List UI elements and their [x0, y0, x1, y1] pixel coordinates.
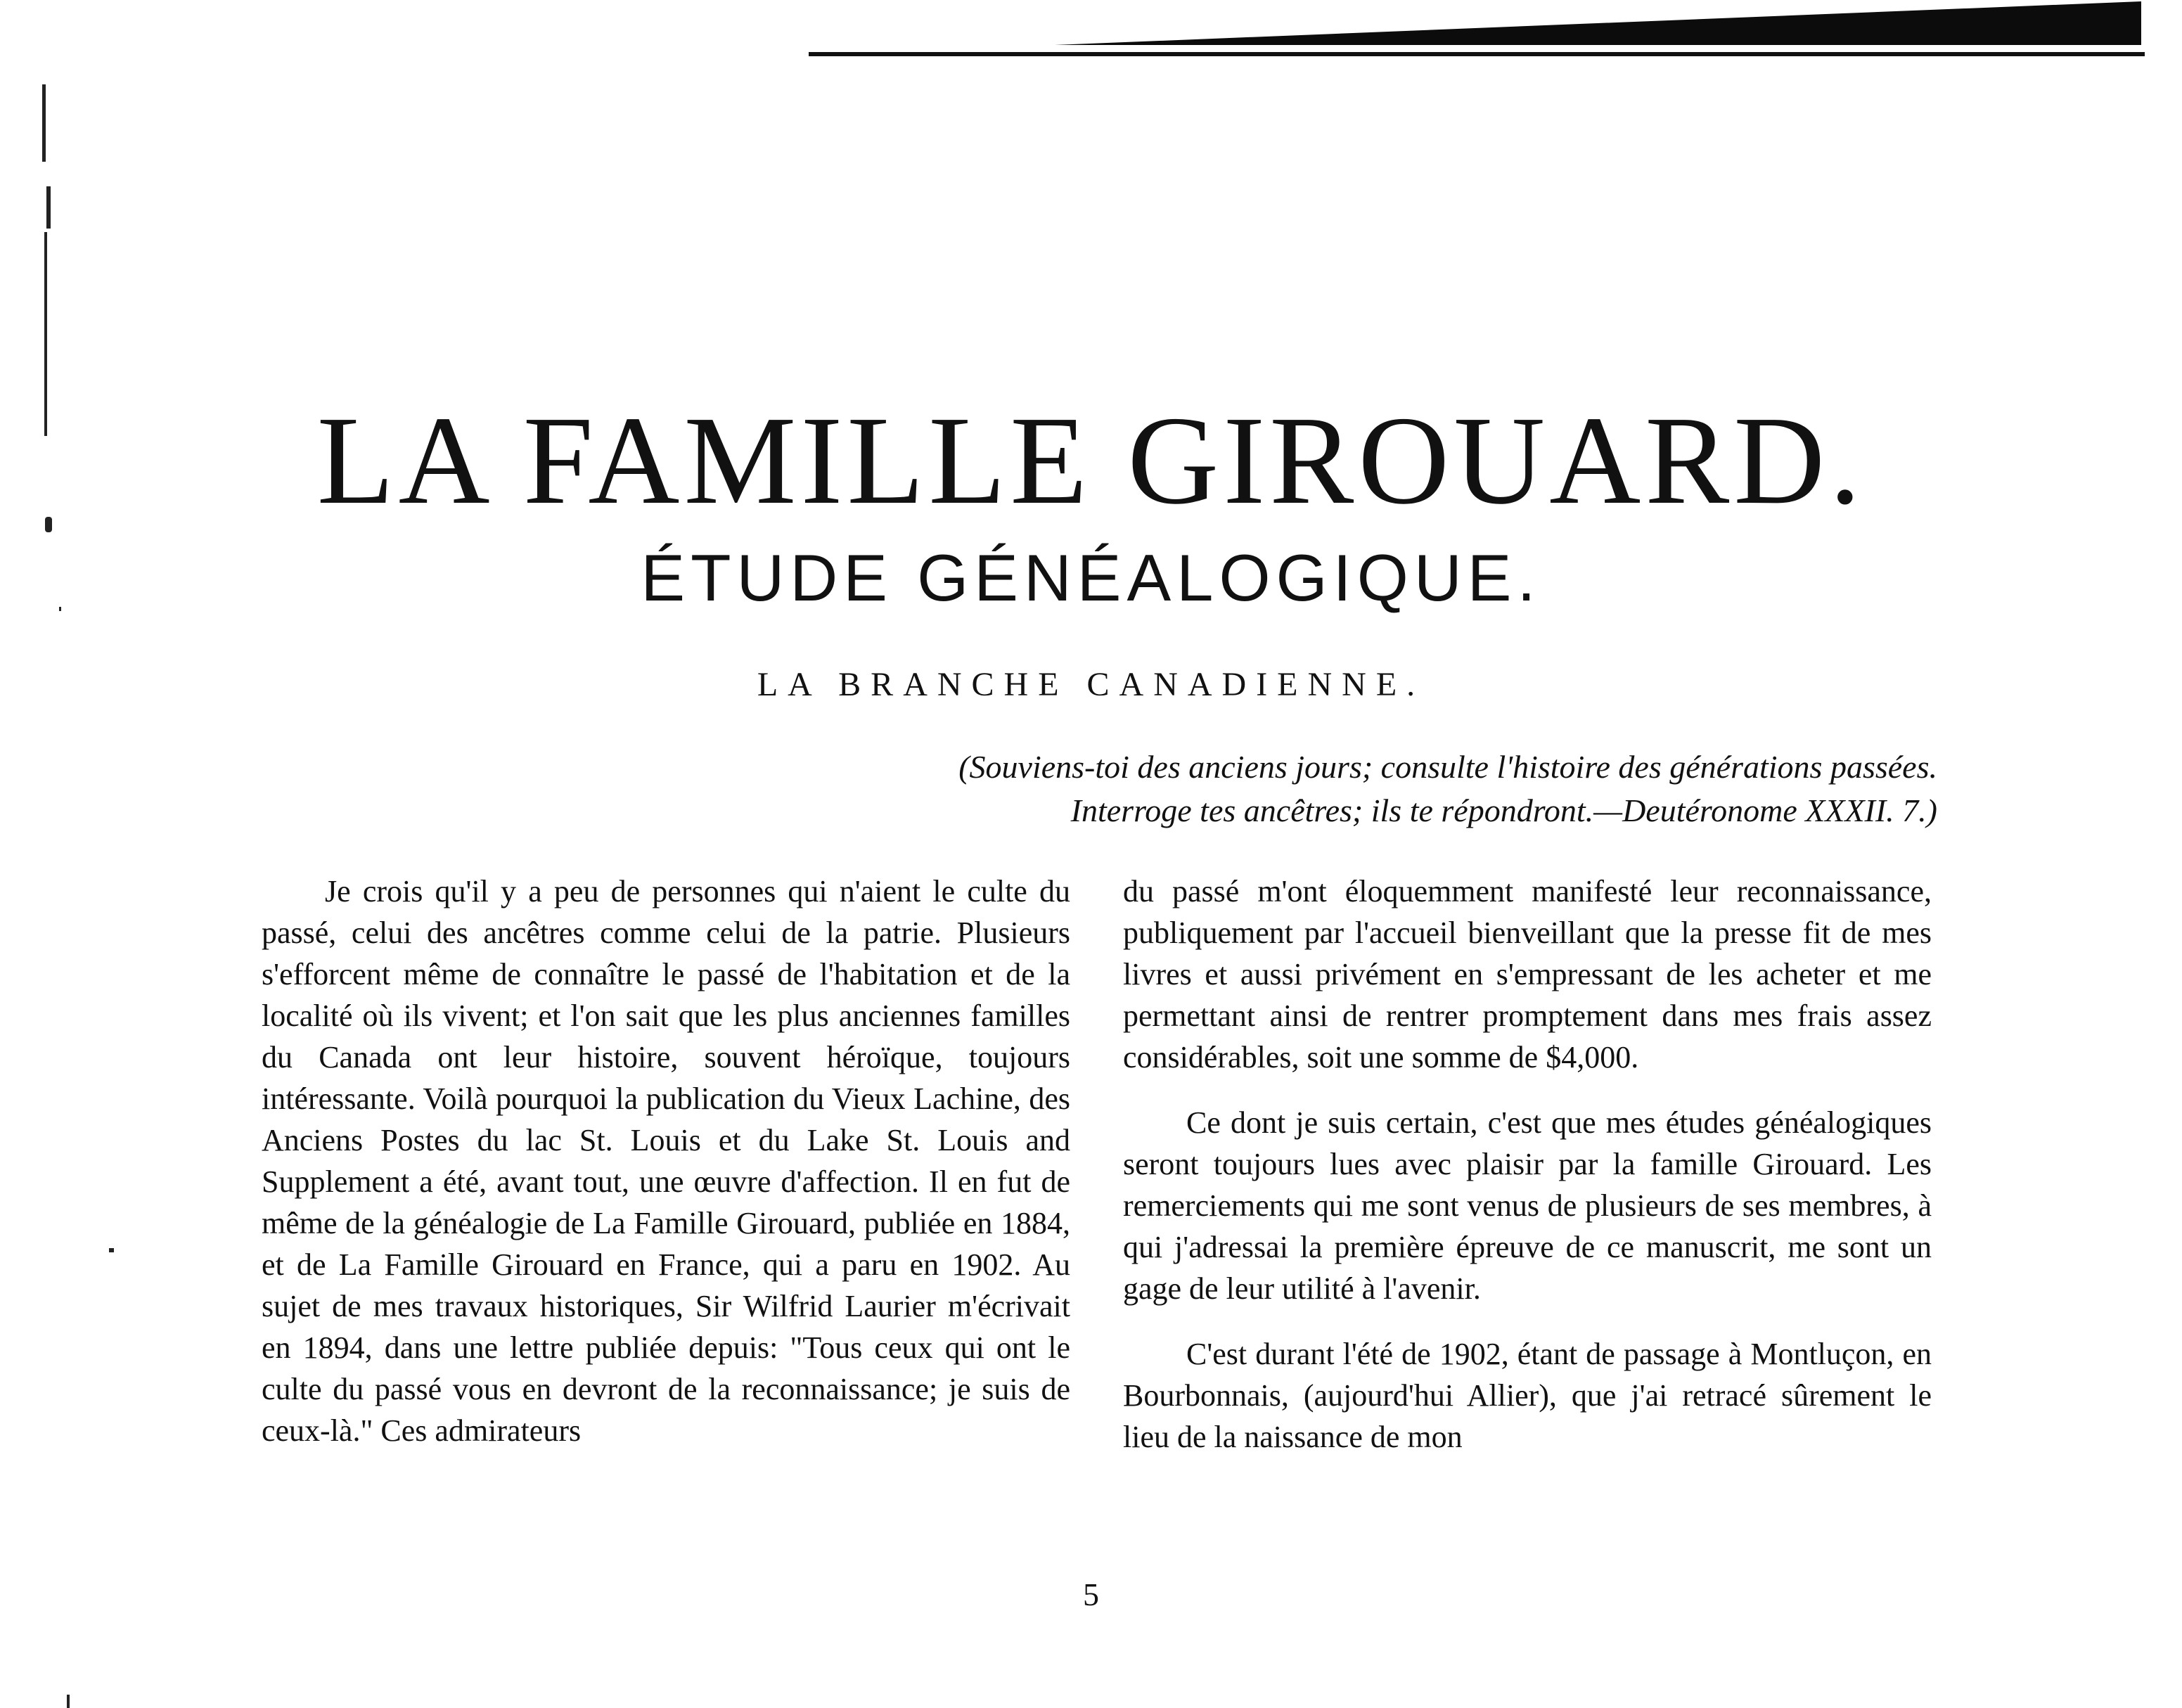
- page-title: LA FAMILLE GIROUARD.: [316, 390, 1866, 530]
- paragraph: Je crois qu'il y a peu de personnes qui n'aient le culte du passé, celui des ancêtres comme celui de la patrie. Plusieurs s'efforcent même de connaître le passé de l'habitation et de la localité où ils vivent; et l'on sait que les plus anciennes familles du Canada ont leur histoire, souvent héroïque, toujours intéressante. Voilà pourquoi la publication du Vieux Lachine, des Anciens Postes du lac St. Louis et du Lake St. Louis and Supplement a été, avant tout, une œuvre d'affection. Il en fut de même de la généalogie de La Famille Girouard, publiée en 1884, et de La Famille Girouard en France, qui a paru en 1902. Au sujet de mes travaux historiques, Sir Wilfrid Laurier m'écrivait en 1894, dans une lettre publiée depuis: "Tous ceux qui ont le culte du passé vous en devront de la reconnaissance; je suis de ceux-là." Ces admirateurs: [262, 874, 1070, 1448]
- paragraph: du passé m'ont éloquemment manifesté leur reconnaissance, publiquement par l'accueil bienveillant que la presse fit de mes livres et aussi privément en s'empressant de les acheter et me permettant ainsi de rentrer promptement dans mes frais assez considérables, soit une somme de $4,000.: [1123, 874, 1932, 1074]
- margin-mark: [67, 1695, 70, 1708]
- page-subtitle: ÉTUDE GÉNÉALOGIQUE.: [641, 541, 1541, 615]
- section-heading: LA BRANCHE CANADIENNE.: [757, 666, 1425, 703]
- top-rule: [809, 52, 2145, 56]
- epigraph-line-2: Interroge tes ancêtres; ils te répondront.—Deutéronome XXXII. 7.): [1070, 792, 1937, 828]
- epigraph: [844, 745, 1937, 833]
- right-column: [1123, 871, 1932, 1482]
- epigraph-line-1: (Souviens-toi des anciens jours; consulte l'histoire des générations passées.: [958, 749, 1937, 785]
- paragraph: Ce dont je suis certain, c'est que mes études généalogiques seront toujours lues avec plaisir par la famille Girouard. Les remerciements qui me sont venus de plusieurs de ses membres, à qui j'adressai la première épreuve de ce manuscrit, me sont un gage de leur utilité à l'avenir.: [1123, 1105, 1932, 1306]
- margin-mark: [42, 84, 46, 162]
- paragraph: C'est durant l'été de 1902, étant de passage à Montluçon, en Bourbonnais, (aujourd'hui Allier), que j'ai retracé sûrement le lieu de la naissance de mon: [1123, 1337, 1932, 1454]
- scan-edge-shadow: [1055, 1, 2141, 45]
- left-column: [262, 871, 1070, 1475]
- margin-mark: [46, 186, 51, 229]
- margin-mark: [109, 1248, 114, 1252]
- page-number: 5: [1083, 1577, 1099, 1612]
